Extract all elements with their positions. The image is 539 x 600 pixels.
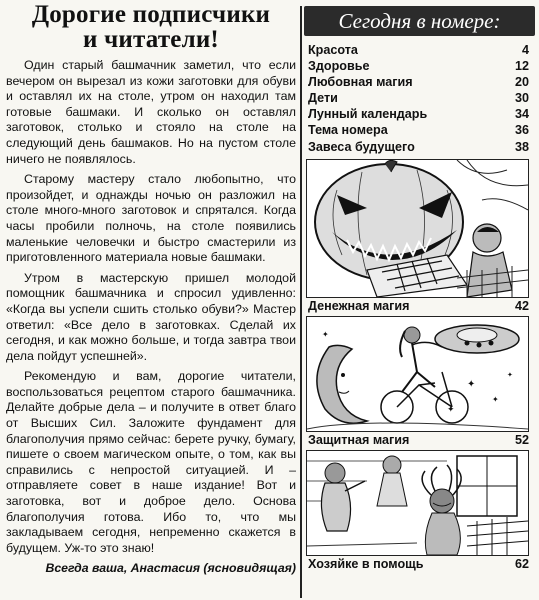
editorial-body: [6, 58, 296, 556]
toc-item-title: Дети: [308, 91, 338, 106]
feature-caption-title: Защитная магия: [308, 432, 410, 447]
toc-item[interactable]: [308, 58, 529, 74]
feature-caption[interactable]: [308, 557, 529, 572]
toc-item-title: Любовная магия: [308, 75, 413, 90]
headline-line-2: и читатели!: [83, 26, 219, 53]
moon-cyclist-drawing: [307, 317, 528, 431]
paragraph-4: Рекомендую и вам, дорогие читатели, воспользоваться рецептом старого башмачника. Делайте добрые дела – и получите в ответ благо от Высших Сил. Заложите фундамент для благополучия прямо сейчас: берете ручку, бумагу, пишете о своем магическом опыте, о том, как вы справились с непростой ситуацией. И – отправляете совет в наше издание! Вот и заготовка, вот и доброе дело. Основа благополучия готова. Ибо то, что мы закладываем сегодня, непременно скажется в будущем. Уж-то это знаю!: [6, 369, 296, 555]
household-scene-drawing: [307, 451, 528, 555]
toc-item[interactable]: [308, 74, 529, 90]
paragraph-2: Старому мастеру стало любопытно, что произойдет, и однажды ночью он разложил на столе много-много заготовок и спрятался. Когда часы пробили полночь, на столе появились маленькие человечки и быстро смастерили из приготовленного материала новые башмаки.: [6, 172, 296, 265]
editorial-column: [6, 0, 296, 600]
paragraph-3: Утром в мастерскую пришел молодой помощник башмачника и спросил удивленно: «Когда вы успели сшить столько обуви?» Мастер ответил: «Все дело в заготовках. Сделай их сегодня, и как можно больше, и тогда завтра твои дела пойдут успешней».: [6, 270, 296, 363]
feature-caption[interactable]: [308, 299, 529, 314]
toc-item[interactable]: [308, 139, 529, 155]
feature-caption-page: 52: [514, 432, 529, 447]
feature-caption[interactable]: [308, 433, 529, 448]
illustration-household-scene: [306, 450, 529, 556]
editor-signature: Всегда ваша, Анастасия (ясновидящая): [45, 561, 296, 576]
toc-item-page: 38: [514, 139, 529, 154]
svg-text:✦: ✦: [507, 370, 513, 379]
svg-text:✦: ✦: [322, 329, 329, 339]
toc-item-page: 36: [514, 123, 529, 138]
headline-line-1: Дорогие подписчики: [31, 1, 271, 28]
svg-text:✦: ✦: [447, 404, 455, 415]
toc-item[interactable]: [308, 106, 529, 122]
toc-item-page: 20: [514, 75, 529, 90]
svg-text:✦: ✦: [492, 394, 499, 404]
editorial-headline: [6, 2, 296, 52]
toc-item-title: Здоровье: [308, 59, 370, 74]
illustration-moon-cyclist: [306, 316, 529, 432]
toc-item-title: Красота: [308, 43, 358, 57]
toc-item[interactable]: [308, 90, 529, 106]
feature-caption-page: 62: [514, 556, 529, 571]
toc-item-page: 4: [521, 43, 529, 57]
toc-item-page: 12: [514, 59, 529, 74]
feature-caption-page: 42: [514, 298, 529, 313]
toc-item-title: Тема номера: [308, 123, 388, 138]
column-divider: [300, 6, 302, 598]
feature-caption-title: Денежная магия: [308, 298, 410, 313]
pumpkin-monster-drawing: [307, 160, 528, 297]
toc-item-title: Лунный календарь: [308, 107, 428, 122]
toc-item[interactable]: [308, 122, 529, 138]
paragraph-1: Один старый башмачник заметил, что если вечером он вырезал из кожи заготовки для обуви и оставлял их на столе, утром он находил там готовые башмаки. И сколько он оставлял заготовок, столько и стояло на столе на следующий день башмаков. Но на пустом столе ничего не появлялось.: [6, 58, 296, 166]
toc-item[interactable]: [308, 42, 529, 58]
svg-text:✦: ✦: [467, 378, 476, 390]
feature-caption-title: Хозяйке в помощь: [308, 556, 424, 571]
toc-item-page: 34: [514, 107, 529, 122]
contents-column: [304, 0, 535, 600]
illustration-pumpkin-monster: [306, 159, 529, 298]
toc-item-page: 30: [514, 91, 529, 106]
contents-list: [304, 42, 535, 155]
contents-banner: Сегодня в номере:: [304, 6, 535, 36]
toc-item-title: Завеса будущего: [308, 139, 415, 154]
